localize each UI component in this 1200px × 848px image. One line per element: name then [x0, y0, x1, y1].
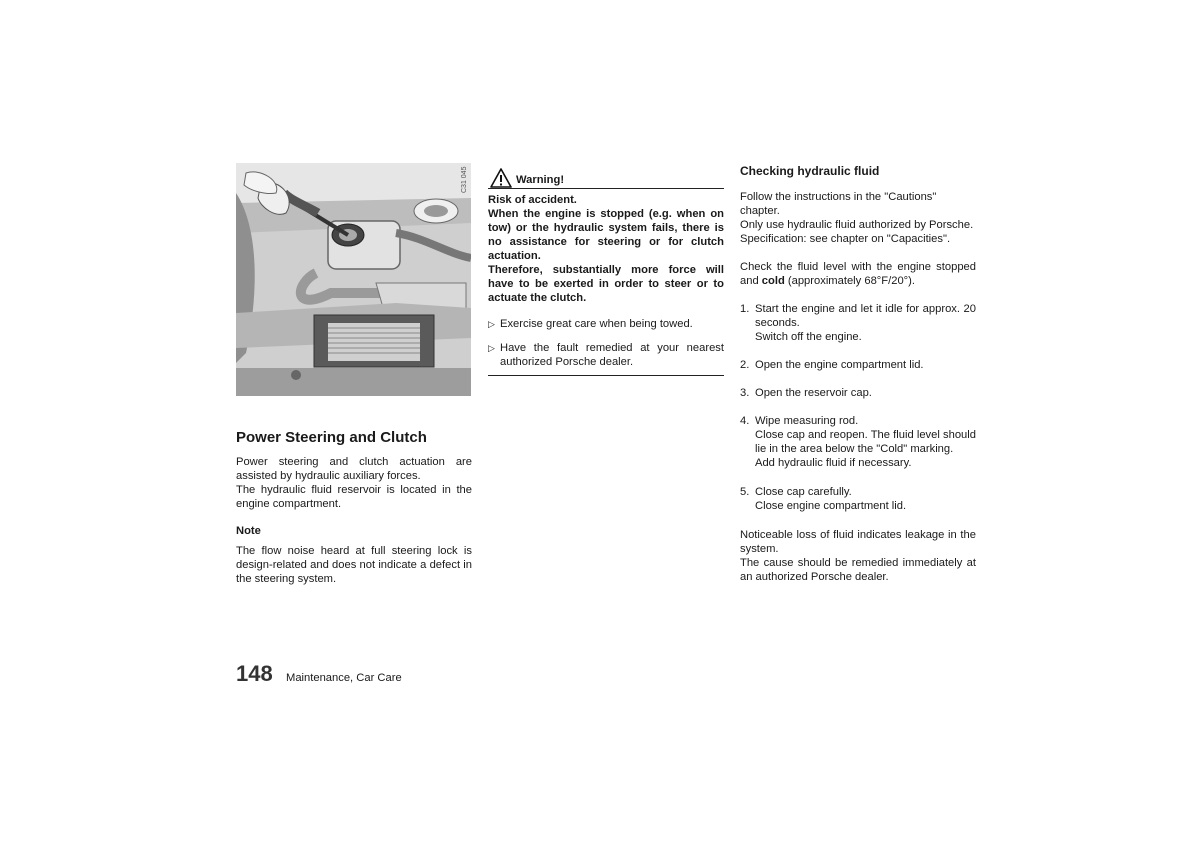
step-number: 5.: [740, 486, 750, 498]
check-level-temp: (approximately 68°F/20°).: [784, 275, 915, 287]
engine-compartment-illustration: [236, 163, 471, 396]
bullet-text: Exercise great care when being towed.: [500, 318, 693, 330]
leakage-line: The cause should be remedied immediately at an authorized Porsche dealer.: [740, 557, 976, 583]
warning-title: Warning!: [516, 174, 565, 186]
spec-line: Specification: see chapter on "Capacities".: [740, 233, 951, 245]
leakage-paragraph: [740, 528, 976, 584]
page-number: 148: [236, 661, 273, 686]
step-line: Add hydraulic fluid if necessary.: [755, 457, 912, 469]
step-number: 3.: [740, 387, 750, 399]
warning-line: Therefore, substantially more force will have to be exerted in order to steer or to actuate the clutch.: [488, 264, 724, 304]
checking-fluid-heading: Checking hydraulic fluid: [740, 164, 880, 178]
step-line: Open the engine compartment lid.: [755, 359, 924, 371]
figure-code: C31 045: [461, 166, 468, 193]
section-title: Power Steering and Clutch: [236, 429, 427, 446]
step-line: Wipe measuring rod.: [755, 415, 859, 427]
step-line: Close engine compartment lid.: [755, 500, 907, 512]
step-line: Close cap carefully.: [755, 486, 852, 498]
cautions-paragraph: Follow the instructions in the "Cautions" chapter.: [740, 191, 937, 217]
chapter-name: Maintenance, Car Care: [286, 672, 402, 684]
intro-line: Power steering and clutch actuation are assisted by hydraulic auxiliary forces.: [236, 456, 472, 482]
step-line: Switch off the engine.: [755, 331, 862, 343]
check-level-text: Check the fluid level with the engine stopped and: [740, 261, 976, 287]
triangle-arrow-icon: ▷: [488, 319, 495, 329]
check-level-paragraph: [740, 260, 976, 288]
step-number: 4.: [740, 415, 750, 427]
fluid-spec-paragraph: [740, 218, 976, 246]
step-number: 2.: [740, 359, 750, 371]
triangle-arrow-icon: ▷: [488, 343, 495, 353]
warning-line: When the engine is stopped (e.g. when on tow) or the hydraulic system fails, there is no assistance for steering or for clutch actuation.: [488, 208, 724, 262]
warning-line: Risk of accident.: [488, 194, 577, 206]
step-line: Start the engine and let it idle for approx. 20 seconds.: [755, 303, 976, 329]
intro-paragraph: [236, 455, 472, 511]
intro-line: The hydraulic fluid reservoir is located in the engine compartment.: [236, 484, 472, 510]
bullet-text: Have the fault remedied at your nearest authorized Porsche dealer.: [500, 342, 724, 368]
leakage-line: Noticeable loss of fluid indicates leakage in the system.: [740, 529, 976, 555]
spec-line: Only use hydraulic fluid authorized by Porsche.: [740, 219, 974, 231]
cold-emphasis: cold: [761, 275, 785, 287]
step-number: 1.: [740, 303, 750, 315]
note-text: The flow noise heard at full steering lock is design-related and does not indicate a defect in the steering system.: [236, 545, 472, 585]
warning-triangle-icon: [490, 168, 512, 188]
note-heading: Note: [236, 525, 261, 537]
warning-body: [488, 193, 724, 305]
step-line: Close cap and reopen. The fluid level should lie in the area below the "Cold" marking.: [755, 429, 976, 455]
warning-end-rule: [488, 375, 724, 376]
step-line: Open the reservoir cap.: [755, 387, 872, 399]
warning-header: [488, 166, 724, 189]
